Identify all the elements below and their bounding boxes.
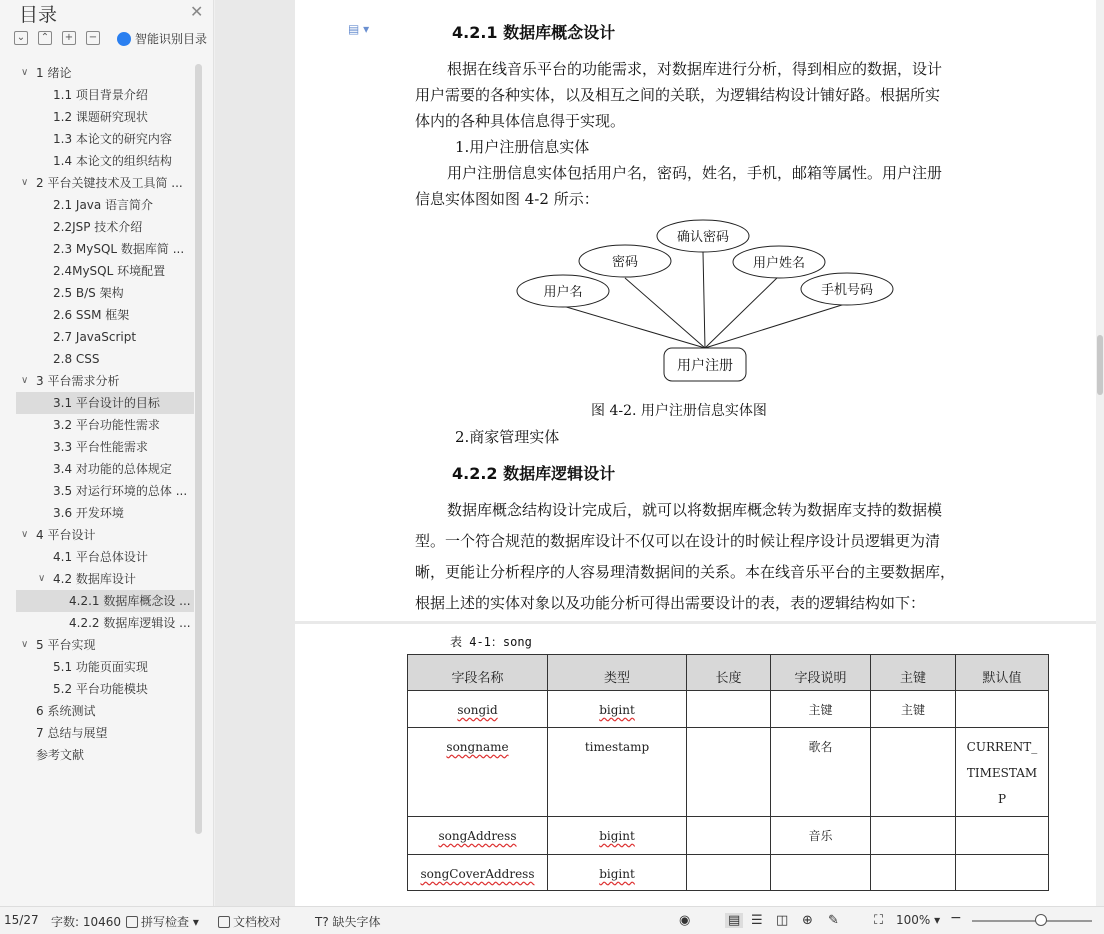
- table-cell: [408, 691, 548, 728]
- toc-item-label: 5.2 平台功能模块: [53, 682, 148, 696]
- toc-item-label: 5 平台实现: [36, 638, 96, 652]
- er-entity-label: 用户注册: [677, 358, 733, 374]
- chevron-down-icon[interactable]: ∨: [21, 177, 29, 188]
- er-attr-label: 用户姓名: [752, 256, 806, 271]
- table-cell: 主键: [871, 691, 956, 728]
- table-cell: [408, 817, 548, 855]
- document-scrollbar[interactable]: [1096, 0, 1104, 906]
- toc-item[interactable]: [16, 194, 194, 216]
- toc-list: [16, 62, 194, 766]
- er-diagram: [515, 218, 895, 384]
- toc-item-label: 4.2 数据库设计: [53, 572, 136, 586]
- table-cell: [687, 691, 771, 728]
- eye-icon[interactable]: ◉: [679, 913, 691, 928]
- smart-toc-button[interactable]: [117, 30, 207, 47]
- toc-item-label: 2.3 MySQL 数据库简 ...: [53, 242, 185, 256]
- table-cell: timestamp: [548, 728, 687, 817]
- document-scrollbar-thumb[interactable]: [1097, 335, 1103, 395]
- table-header-row: [408, 655, 1049, 691]
- table-cell: [687, 817, 771, 855]
- toc-item[interactable]: [16, 238, 194, 260]
- er-link: [563, 306, 705, 348]
- paragraph-line: 用户需要的各种实体，以及相互之间的关联，为逻辑结构设计铺好路。根据所实: [415, 86, 941, 104]
- chevron-down-icon[interactable]: ∨: [21, 67, 29, 78]
- toc-item[interactable]: [16, 260, 194, 282]
- toc-item[interactable]: [16, 656, 194, 678]
- toc-item-label: 3 平台需求分析: [36, 374, 120, 388]
- table-cell: 歌名: [771, 728, 871, 817]
- paragraph-line: 根据在线音乐平台的功能需求，对数据库进行分析，得到相应的数据，设计: [447, 60, 943, 78]
- toc-item-label: 5.1 功能页面实现: [53, 660, 148, 674]
- toc-item[interactable]: [16, 414, 194, 436]
- zoom-value: 100%: [896, 913, 931, 927]
- toc-item[interactable]: [16, 678, 194, 700]
- toc-item[interactable]: [16, 216, 194, 238]
- document-note-icon[interactable]: ▤ ▾: [348, 22, 370, 36]
- toc-item-label: 3.4 对功能的总体规定: [53, 462, 172, 476]
- toc-item-label: 2.1 Java 语言简介: [53, 198, 154, 212]
- table-cell: [687, 728, 771, 817]
- toc-item-label: 2.4MySQL 环境配置: [53, 264, 166, 278]
- paragraph-line: 数据库概念结构设计完成后，就可以将数据库概念转为数据库支持的数据模: [447, 501, 943, 519]
- table-cell-text: songname: [446, 740, 509, 754]
- toc-item-label: 3.6 开发环境: [53, 506, 124, 520]
- table-header-cell: 长度: [687, 655, 771, 691]
- list-item-merchant-entity: 2.商家管理实体: [455, 428, 560, 446]
- table-row: [408, 691, 1049, 728]
- read-mode-icon[interactable]: ◫: [776, 913, 789, 928]
- table-cell: [408, 855, 548, 891]
- table-cell: [956, 691, 1049, 728]
- er-link: [705, 276, 779, 348]
- toc-item-label: 1.3 本论文的研究内容: [53, 132, 172, 146]
- table-caption: 表 4-1：song: [450, 635, 532, 649]
- toc-title: 目录: [19, 4, 58, 26]
- table-cell: [871, 728, 956, 817]
- table-cell: [548, 817, 687, 855]
- toc-item[interactable]: [16, 436, 194, 458]
- toc-item[interactable]: [16, 392, 194, 414]
- toc-item[interactable]: [16, 480, 194, 502]
- toc-scrollbar[interactable]: [195, 64, 202, 834]
- toc-item[interactable]: [16, 326, 194, 348]
- chevron-down-icon[interactable]: ∨: [38, 573, 46, 584]
- toc-item[interactable]: [16, 744, 194, 766]
- toc-item-label: 6 系统测试: [36, 704, 96, 718]
- toc-item[interactable]: [16, 458, 194, 480]
- table-cell-text: bigint: [599, 829, 635, 843]
- toc-item[interactable]: [16, 722, 194, 744]
- toc-item-label: 4.1 平台总体设计: [53, 550, 148, 564]
- missing-font-button[interactable]: [315, 913, 381, 930]
- toc-scrollbar-thumb[interactable]: [195, 64, 202, 834]
- toc-item[interactable]: [16, 304, 194, 326]
- toc-item-label: 2.5 B/S 架构: [53, 286, 124, 300]
- chevron-down-icon[interactable]: ∨: [21, 639, 29, 650]
- toc-item[interactable]: [16, 568, 194, 590]
- toc-item[interactable]: [16, 700, 194, 722]
- section-heading-4-2-2: 4.2.2 数据库逻辑设计: [452, 464, 616, 483]
- toc-item[interactable]: [16, 106, 194, 128]
- table-cell: [771, 855, 871, 891]
- status-bar: [0, 906, 1104, 934]
- table-cell-text: songAddress: [438, 829, 517, 843]
- toc-item-label: 3.5 对运行环境的总体 ...: [53, 484, 188, 498]
- table-header-cell: 默认值: [956, 655, 1049, 691]
- add-heading-icon[interactable]: +: [62, 31, 76, 45]
- toc-item[interactable]: [16, 546, 194, 568]
- toc-item-label: 参考文献: [36, 748, 85, 762]
- paragraph-line: 用户注册信息实体包括用户名，密码，姓名，手机，邮箱等属性。用户注册: [447, 164, 943, 182]
- figure-caption: 图 4-2. 用户注册信息实体图: [591, 403, 767, 419]
- list-item-user-entity: 1.用户注册信息实体: [455, 138, 590, 156]
- paragraph-line: 体内的各种具体信息得于实现。: [415, 112, 626, 130]
- proofread-icon: [218, 916, 230, 928]
- table-row: [408, 855, 1049, 891]
- er-attr-label: 确认密码: [676, 230, 730, 245]
- toc-sidebar: [0, 0, 214, 906]
- toc-item-label: 2.8 CSS: [53, 352, 100, 366]
- table-cell: [871, 817, 956, 855]
- table-cell-text: songCoverAddress: [420, 867, 535, 881]
- toc-item-label: 1.4 本论文的组织结构: [53, 154, 172, 168]
- remove-heading-icon[interactable]: −: [86, 31, 100, 45]
- zoom-level[interactable]: 100% ▾: [896, 913, 941, 927]
- toc-item-label: 7 总结与展望: [36, 726, 108, 740]
- toc-item[interactable]: [16, 172, 194, 194]
- outline-view-icon[interactable]: ☰: [751, 913, 763, 928]
- toc-item[interactable]: [16, 84, 194, 106]
- missing-font-label: 缺失字体: [332, 915, 381, 929]
- page-view-icon[interactable]: ▤: [725, 913, 743, 928]
- zoom-slider[interactable]: [972, 920, 1092, 922]
- er-link: [703, 252, 705, 348]
- table-cell: [956, 855, 1049, 891]
- er-attr-label: 密码: [611, 255, 639, 270]
- toc-item[interactable]: [16, 62, 194, 84]
- toc-item-label: 2.6 SSM 框架: [53, 308, 130, 322]
- toc-item[interactable]: [16, 282, 194, 304]
- zoom-out-icon[interactable]: −: [950, 910, 962, 926]
- paragraph-line: 信息实体图如图 4-2 所示：: [415, 190, 599, 208]
- table-cell: [687, 855, 771, 891]
- toc-item-label: 1.1 项目背景介绍: [53, 88, 148, 102]
- zoom-slider-handle[interactable]: [1035, 914, 1047, 926]
- toc-toolbar: [14, 31, 100, 45]
- toc-item-label: 1 绪论: [36, 66, 72, 80]
- toc-item[interactable]: [16, 128, 194, 150]
- table-cell: [548, 855, 687, 891]
- table-cell: 音乐: [771, 817, 871, 855]
- paragraph-line: 型。一个符合规范的数据库设计不仅可以在设计的时候让程序设计员逻辑更为清: [415, 532, 941, 550]
- toc-item-label: 2.2JSP 技术介绍: [53, 220, 143, 234]
- toc-item-label: 2.7 JavaScript: [53, 330, 137, 344]
- table-cell: [408, 728, 548, 817]
- toc-item-label: 1.2 课题研究现状: [53, 110, 148, 124]
- toc-item[interactable]: [16, 612, 194, 634]
- table-cell: 主键: [771, 691, 871, 728]
- font-warning-icon: T?: [315, 915, 329, 929]
- collapse-all-icon[interactable]: ⌄: [14, 31, 28, 45]
- table-header-cell: 主键: [871, 655, 956, 691]
- smart-toc-label: 智能识别目录: [135, 32, 208, 46]
- table-header-cell: 类型: [548, 655, 687, 691]
- chevron-down-icon[interactable]: ∨: [21, 375, 29, 386]
- proofread-button[interactable]: [218, 913, 281, 930]
- toc-item[interactable]: [16, 590, 194, 612]
- song-table: [407, 654, 1049, 891]
- toc-item[interactable]: [16, 502, 194, 524]
- er-link: [625, 278, 705, 348]
- word-count[interactable]: 字数: 10460: [51, 915, 122, 929]
- table-cell: [548, 691, 687, 728]
- table-row: [408, 728, 1049, 817]
- toc-item-label: 4.2.2 数据库逻辑设 ...: [69, 616, 191, 630]
- pen-icon[interactable]: ✎: [828, 913, 839, 928]
- section-heading-4-2-1: 4.2.1 数据库概念设计: [452, 23, 616, 42]
- toc-item[interactable]: [16, 524, 194, 546]
- er-link: [705, 304, 845, 348]
- table-header-cell: 字段说明: [771, 655, 871, 691]
- toc-item-label: 3.2 平台功能性需求: [53, 418, 160, 432]
- table-cell: [956, 817, 1049, 855]
- toc-item-label: 3.3 平台性能需求: [53, 440, 148, 454]
- fit-page-icon[interactable]: ⛶: [874, 913, 884, 928]
- toc-item[interactable]: [16, 370, 194, 392]
- page-indicator[interactable]: 15/27: [4, 913, 39, 927]
- toc-item-label: 3.1 平台设计的目标: [53, 396, 160, 410]
- toc-item-label: 4.2.1 数据库概念设 ...: [69, 594, 191, 608]
- web-view-icon[interactable]: ⊕: [802, 913, 813, 928]
- er-attr-label: 手机号码: [820, 283, 874, 298]
- table-cell: CURRENT_ TIMESTAM P: [956, 728, 1049, 817]
- er-attr-label: 用户名: [543, 285, 583, 300]
- spell-check-label: 拼写检查: [141, 915, 190, 929]
- toc-item[interactable]: [16, 150, 194, 172]
- table-cell-text: songid: [457, 703, 498, 717]
- toc-item[interactable]: [16, 348, 194, 370]
- close-icon[interactable]: ✕: [190, 2, 204, 21]
- table-header-cell: 字段名称: [408, 655, 548, 691]
- table-cell: [871, 855, 956, 891]
- table-row: [408, 817, 1049, 855]
- check-icon: [126, 916, 138, 928]
- table-cell-text: bigint: [599, 867, 635, 881]
- spell-check-button[interactable]: 拼写检查 ▾: [126, 913, 199, 930]
- chevron-down-icon[interactable]: ∨: [21, 529, 29, 540]
- toc-item[interactable]: [16, 634, 194, 656]
- table-cell-text: bigint: [599, 703, 635, 717]
- proofread-label: 文档校对: [233, 915, 282, 929]
- toc-item-label: 4 平台设计: [36, 528, 96, 542]
- paragraph-line: 根据上述的实体对象以及功能分析可得出需要设计的表，表的逻辑结构如下：: [415, 594, 926, 612]
- smart-toc-icon: [117, 32, 131, 46]
- expand-up-icon[interactable]: ⌃: [38, 31, 52, 45]
- paragraph-line: 晰，更能让分析程序的人容易理清数据间的关系。本在线音乐平台的主要数据库，: [415, 563, 956, 581]
- toc-item-label: 2 平台关键技术及工具简 ...: [36, 176, 183, 190]
